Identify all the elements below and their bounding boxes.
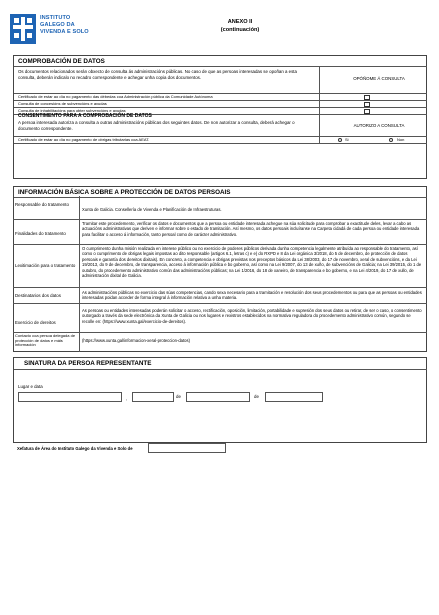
de-separator-2: de [254,394,259,399]
item-aeat-label: Certificado de estar ao día no pagamento de obrigas tributarias coa AEAT. [18,137,150,142]
area-input[interactable] [148,443,226,453]
aeat-yes-label: Si [345,137,349,142]
place-date-label: Lugar e data [18,384,43,389]
privacy-title: INFORMACIÓN BÁSICA SOBRE A PROTECCIÓN DE DATOS PERSOAIS [18,189,231,196]
xunta-cross-icon [10,14,36,44]
privacy-text-recipients: As administracións públicas no exercicio das súas competencias, cando sexa necesario para a tramitación e resolución dos seus procedementos ou para que as persoas ou entidades interesadas poidan acceder de forma integral á información relativa a unha materia. [82,290,422,301]
logo-line-3: VIVENDA E SOLO [40,29,89,35]
privacy-label-contact: Contacto coa persoa delegada de protección de datos e máis información [15,333,76,348]
privacy-label-recipients: Destinatarios dos datos [15,293,61,298]
footer-area-label: Xefatura de Área do Instituto Galego da Vivenda e Solo de [17,446,133,451]
annex-heading [180,18,300,34]
privacy-text-legitimation: O cumprimento dunha misión realizada en interese público ou no exercicio de poderes públicos derivada dunha competencia legalmente atribuída ao responsable do tratamento, así como o cumprimento de obrigas legais impostas ao dito responsable (artigos 6.1, letras c) e e) do RXPD e 8 da Lei orgánica 3/2018, do 5 de decembro, de protección de datos persoais e garantía dos dereitos dixitais). En concreto, a competencia e obrigas previstas nos preceptos básicos da Lei 38/2003, do 17 de novembro, xeral de subvencións, e da Lei 19/2013, do 9 de decembro, de transparencia, acceso á información pública e bo goberno, así como na Lei 9/2007, do 13 de xuño, de subvencións de Galicia; na Lei 39/2015, do 1 de outubro, do procedemento administrativo común das administracións públicas; na Lei 1/2016, do 18 de xaneiro, de transparencia e bo goberno, e na Lei 4/2019, do 17 de xullo, de administración dixital de Galicia. [82,246,422,279]
item-debts-label: Certificado de estar ao día no pagamento das débedas coa Administración pública da Comunidade Autónoma [18,94,213,99]
consent-text: A persoa interesada autoriza a consulta a outras administracións públicas dos seguintes datos. De non autorizar a consulta, deberá achegar o documento correspondente. [18,120,295,131]
logo [10,14,120,48]
oppose-checkbox-disqualifications[interactable] [364,109,370,114]
oppose-header: OPÓÑOME Á CONSULTA [353,76,405,81]
day-input[interactable] [132,392,174,402]
authorize-header: AUTORIZO A CONSULTA [353,123,405,128]
logo-line-2: GALEGO DA [40,22,75,28]
privacy-text-rights: As persoas ou entidades interesadas poderán solicitar o acceso, rectificación, oposición, limitación, portabilidade e supresión dos seus datos ou retirar, de ser o caso, o consentimento outorgado a través da sede electrónica da Xunta de Galicia ou nos lugares e rexistros establecidos na normativa reguladora do procedemento administrativo común, segundo se recolle en: (https://www.xunta.gal/exercicio-de-dereitos). [82,308,422,324]
annex-title: ANEXO II [227,19,253,25]
consent-title: CONSENTIMENTO PARA A COMPROBACIÓN DE DATOS [18,113,152,119]
aeat-no-label: Non [397,137,405,142]
annex-subtitle: (continuación) [220,27,260,33]
data-check-intro: Os documentos relacionados serán obxecto de consulta ás administracións públicas. No caso de que as persoas interesadas se opoñan a esta consulta, deberán indicalo no recadro correspondente e achegar unha copia dos documentos. [18,69,297,80]
logo-line-1: INSTITUTO [40,15,71,21]
aeat-yes-radio[interactable] [338,138,342,142]
item-subsidies-label: Consulta de concesións de subvencións e axudas [18,101,107,106]
aeat-no-radio[interactable] [389,138,393,142]
privacy-text-contact: (https://www.xunta.gal/informacion-xeral-proteccion-datos) [82,338,190,343]
privacy-text-controller: Xunta de Galicia. Consellería de Vivenda e Planificación de Infraestruturas. [82,207,222,212]
privacy-label-purposes: Finalidades do tratamento [15,231,66,236]
privacy-text-purposes: Tramitar este procedemento, verificar os datos e documentos que a persoa ou entidade interesada achegue na súa solicitude para comprobar a exactitude deles, levar a cabo as actuacións administrativas que deriven e informar sobre o estado de tramitación. Así mesmo, os datos persoais incluíranse na Carpeta cidadá de cada persoa ou entidade interesada para facilitar o acceso á información, tanto persoal como de carácter administrativo. [82,221,420,237]
month-input[interactable] [186,392,250,402]
item-disqualifications-label: Consulta de inhabilitacións para obter subvencións e axudas [18,108,126,113]
privacy-label-rights: Exercicio de dereitos [15,320,56,325]
data-check-section [13,55,427,179]
data-check-title: COMPROBACIÓN DE DATOS [18,58,105,65]
year-input[interactable] [265,392,323,402]
oppose-checkbox-debts[interactable] [364,95,370,100]
comma-separator: , [126,396,128,401]
place-input[interactable] [18,392,122,402]
logo-text [40,15,89,36]
oppose-checkbox-subsidies[interactable] [364,102,370,107]
privacy-label-legitimation: Lexitimación para o tratamento [15,263,76,268]
signature-title: SINATURA DA PERSOA REPRESENTANTE [24,360,152,367]
signature-section [13,357,427,443]
de-separator-1: de [176,394,181,399]
privacy-label-controller: Responsable do tratamento [15,202,69,207]
